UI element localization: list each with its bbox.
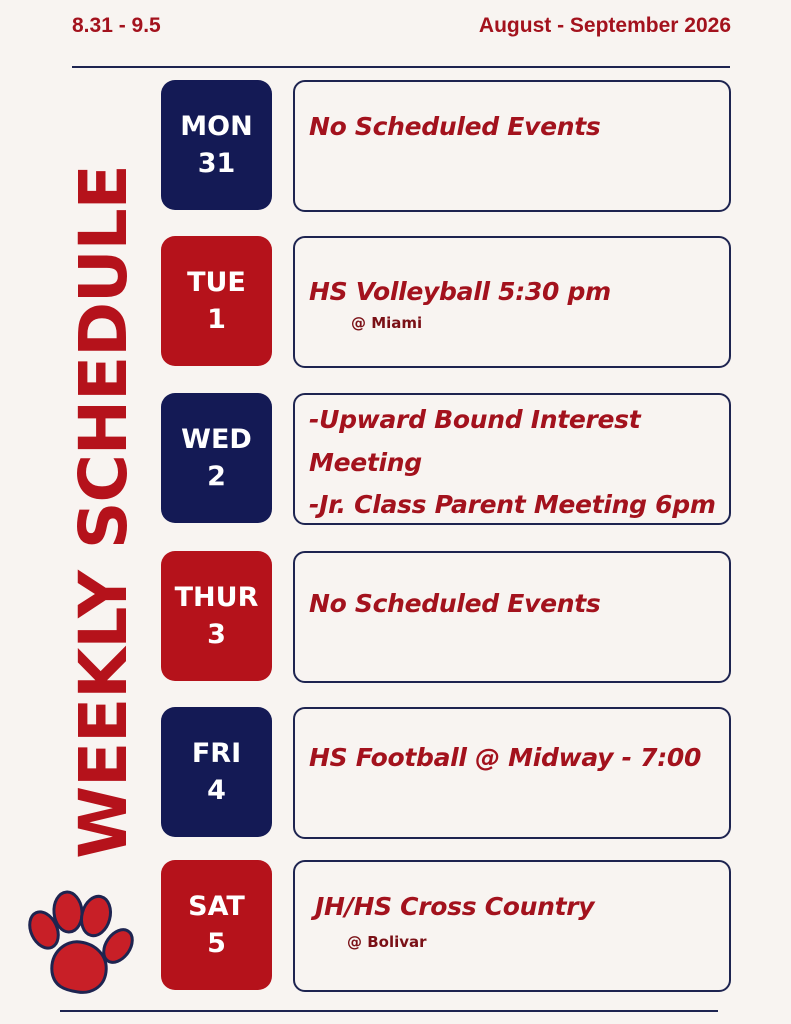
event-line-2: Meeting <box>309 448 422 477</box>
event-title: No Scheduled Events <box>309 589 601 618</box>
day-number: 1 <box>207 304 226 335</box>
event-box-fri <box>293 707 731 839</box>
event-line-3: -Jr. Class Parent Meeting 6pm <box>309 490 716 519</box>
page-title: WEEKLY SCHEDULE <box>65 165 142 859</box>
date-range: 8.31 - 9.5 <box>72 14 161 37</box>
day-name: TUE <box>187 267 246 298</box>
day-number: 5 <box>207 928 226 959</box>
event-box-sat <box>293 860 731 992</box>
day-tile-fri <box>161 707 272 837</box>
day-name: MON <box>180 111 253 142</box>
event-title: No Scheduled Events <box>309 112 601 141</box>
day-name: FRI <box>191 738 242 769</box>
top-divider <box>72 66 730 68</box>
day-name: SAT <box>188 891 245 922</box>
day-tile-thur <box>161 551 272 681</box>
day-name: THUR <box>174 582 259 613</box>
event-box-tue <box>293 236 731 368</box>
day-tile-tue <box>161 236 272 366</box>
bottom-divider <box>60 1010 718 1012</box>
day-tile-wed <box>161 393 272 523</box>
month-label: August - September 2026 <box>478 14 731 37</box>
day-name: WED <box>181 424 252 455</box>
day-number: 31 <box>197 148 236 179</box>
event-line-1: -Upward Bound Interest <box>309 405 641 434</box>
day-number: 4 <box>207 775 226 806</box>
event-title: JH/HS Cross Country <box>315 892 595 921</box>
event-location: @ Bolivar <box>347 933 427 951</box>
event-title: HS Football @ Midway - 7:00 <box>309 743 702 772</box>
event-box-thur <box>293 551 731 683</box>
paw-print-icon <box>22 890 136 1000</box>
event-title: HS Volleyball 5:30 pm <box>309 277 611 306</box>
event-box-mon <box>293 80 731 212</box>
event-box-wed <box>293 393 731 525</box>
day-tile-sat <box>161 860 272 990</box>
event-location: @ Miami <box>351 314 423 332</box>
day-number: 3 <box>207 619 226 650</box>
day-number: 2 <box>207 461 226 492</box>
day-tile-mon <box>161 80 272 210</box>
